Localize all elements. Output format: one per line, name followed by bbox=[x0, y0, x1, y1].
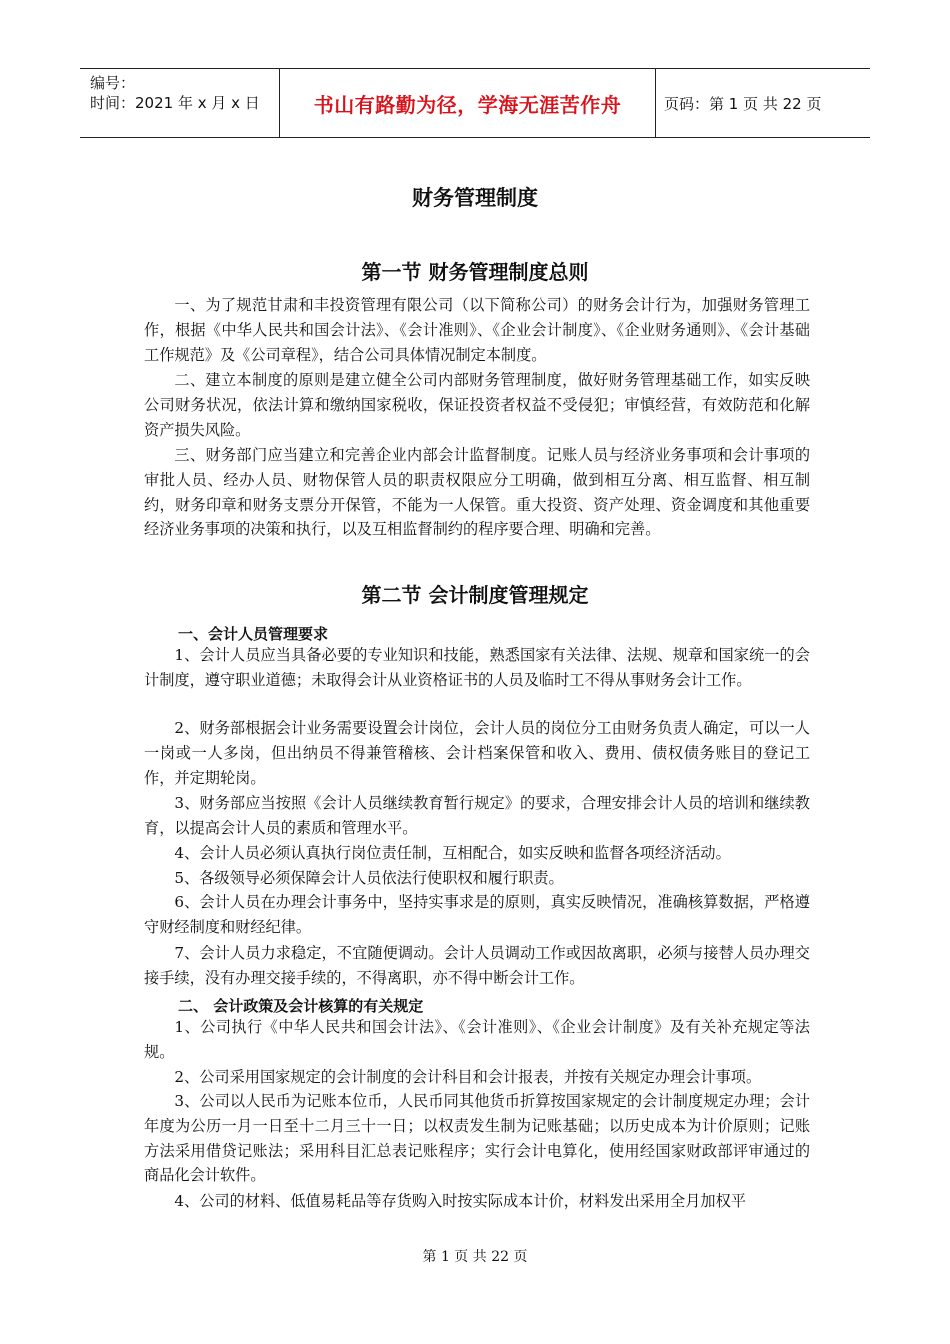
page-label: 页码：第 1 页 共 22 页 bbox=[664, 94, 822, 113]
sub-heading: 二、 会计政策及会计核算的有关规定 bbox=[178, 997, 424, 1015]
paragraph: 6、会计人员在办理会计事务中，坚持实事求是的原则，真实反映情况，准确核算数据，严格遵守财经制度和财经纪律。 bbox=[144, 893, 810, 936]
paragraph: 4、公司的材料、低值易耗品等存货购入时按实际成本计价，材料发出采用全月加权平 bbox=[174, 1192, 746, 1210]
paragraph: 2、公司采用国家规定的会计制度的会计科目和会计报表，并按有关规定办理会计事项。 bbox=[174, 1068, 762, 1086]
paragraph: 4、会计人员必须认真执行岗位责任制，互相配合，如实反映和监督各项经济活动。 bbox=[174, 844, 731, 862]
page-footer: 第 1 页 共 22 页 bbox=[422, 1249, 528, 1265]
document-header bbox=[80, 68, 870, 138]
paragraph: 一、为了规范甘肃和丰投资管理有限公司（以下简称公司）的财务会计行为，加强财务管理工作，根据《中华人民共和国会计法》、《会计准则》、《企业会计制度》、《企业财务通则》、《会计基础工作规范》及《公司章程》，结合公司具体情况制定本制度。 bbox=[144, 296, 810, 364]
serial-label: 编号： bbox=[90, 74, 136, 92]
motto: 书山有路勤为径，学海无涯苦作舟 bbox=[313, 92, 622, 117]
paragraph: 3、财务部应当按照《会计人员继续教育暂行规定》的要求，合理安排会计人员的培训和继续教育，以提高会计人员的素质和管理水平。 bbox=[144, 794, 810, 837]
header-motto-cell bbox=[280, 69, 656, 137]
section1-title: 第一节 财务管理制度总则 bbox=[361, 260, 589, 284]
sub-heading: 一、会计人员管理要求 bbox=[178, 625, 329, 643]
document-title: 财务管理制度 bbox=[412, 186, 538, 210]
section2-title: 第二节 会计制度管理规定 bbox=[361, 583, 589, 607]
paragraph: 1、会计人员应当具备必要的专业知识和技能，熟悉国家有关法律、法规、规章和国家统一的会计制度，遵守职业道德；未取得会计从业资格证书的人员及临时工不得从事财务会计工作。 bbox=[144, 646, 810, 689]
paragraph: 2、财务部根据会计业务需要设置会计岗位，会计人员的岗位分工由财务负责人确定，可以一人一岗或一人多岗，但出纳员不得兼管稽核、会计档案保管和收入、费用、债权债务账目的登记工作，并定期轮岗。 bbox=[144, 719, 810, 787]
paragraph: 3、公司以人民币为记账本位币，人民币同其他货币折算按国家规定的会计制度规定办理；会计年度为公历一月一日至十二月三十一日；以权责发生制为记账基础；以历史成本为计价原则；记账方法采用借贷记账法；采用科目汇总表记账程序；实行会计电算化，使用经国家财政部评审通过的商品化会计软件。 bbox=[144, 1092, 810, 1185]
paragraph: 二、建立本制度的原则是建立健全公司内部财务管理制度，做好财务管理基础工作，如实反映公司财务状况，依法计算和缴纳国家税收，保证投资者权益不受侵犯；审慎经营，有效防范和化解资产损失风险。 bbox=[144, 371, 810, 439]
paragraph: 三、财务部门应当建立和完善企业内部会计监督制度。记账人员与经济业务事项和会计事项的审批人员、经办人员、财物保管人员的职责权限应分工明确，做到相互分离、相互监督、相互制约，财务印章和财务支票分开保管，不能为一人保管。重大投资、资产处理、资金调度和其他重要经济业务事项的决策和执行，以及互相监督制约的程序要合理、明确和完善。 bbox=[144, 446, 810, 539]
header-page-cell bbox=[656, 69, 870, 137]
paragraph: 1、公司执行《中华人民共和国会计法》、《会计准则》、《企业会计制度》及有关补充规定等法规。 bbox=[144, 1018, 810, 1061]
paragraph: 5、各级领导必须保障会计人员依法行使职权和履行职责。 bbox=[174, 869, 564, 887]
paragraph: 7、会计人员力求稳定，不宜随便调动。会计人员调动工作或因故离职，必须与接替人员办理交接手续，没有办理交接手续的，不得离职，亦不得中断会计工作。 bbox=[144, 944, 810, 987]
header-meta bbox=[80, 69, 280, 137]
time-label: 时间：2021 年 x 月 x 日 bbox=[90, 94, 260, 112]
